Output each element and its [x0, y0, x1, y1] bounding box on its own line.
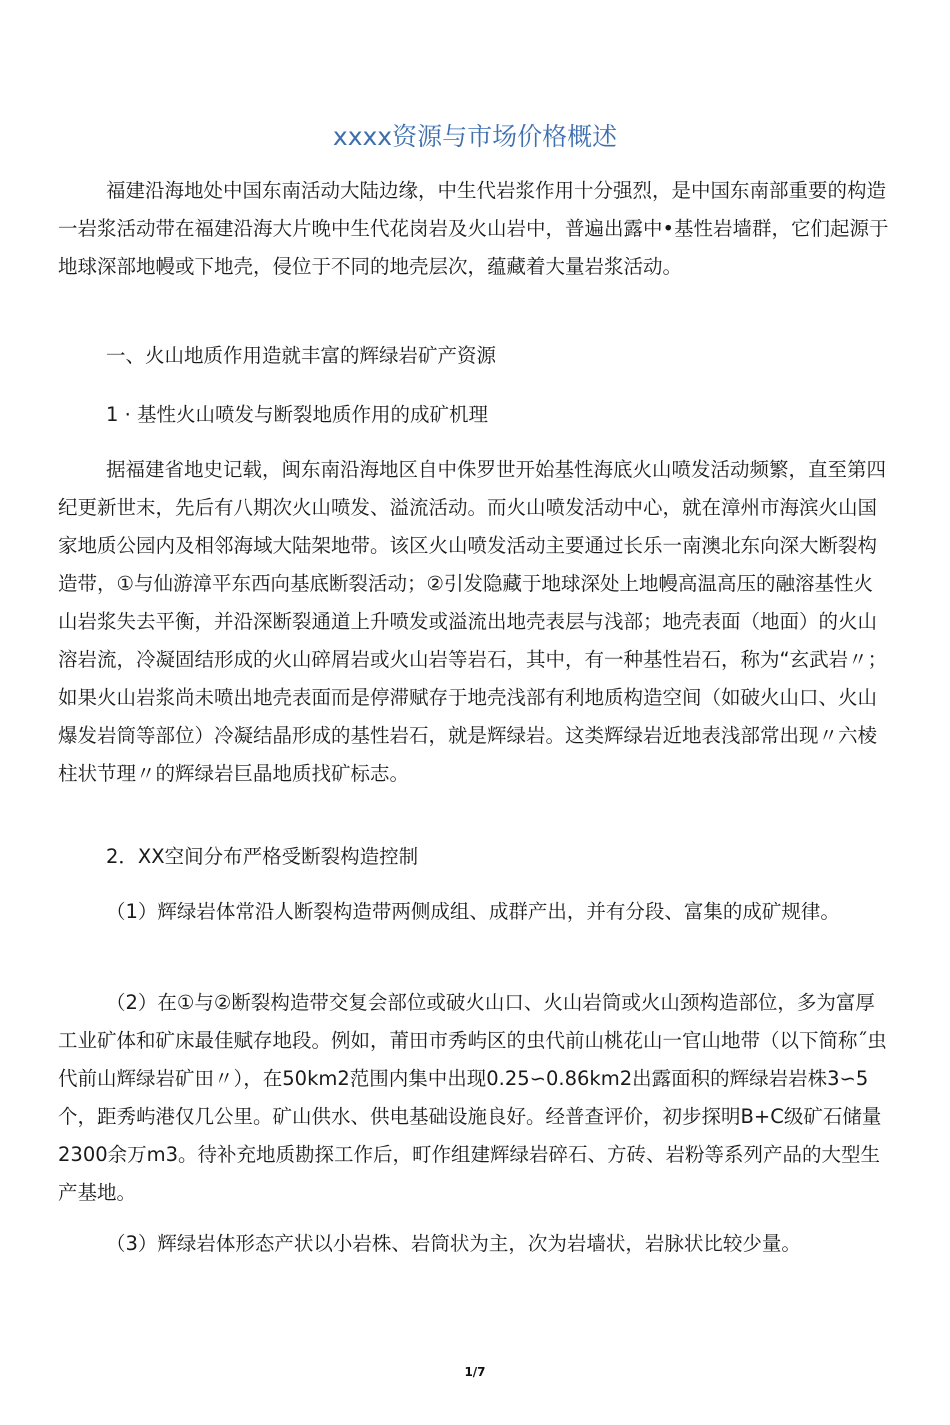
document-title: xxxx资源与市场价格概述 — [332, 122, 618, 151]
section-heading: 一、火山地质作用造就丰富的辉绿岩矿产资源 — [106, 344, 497, 367]
subsection-heading: 1 · 基性火山喷发与断裂地质作用的成矿机理 — [106, 403, 489, 426]
subsection-heading: 2．XX空间分布严格受断裂构造控制 — [106, 845, 419, 868]
subsection-body: 据福建省地史记载，闽东南沿海地区自中侏罗世开始基性海底火山喷发活动频繁，直至第四纪更新世末，先后有八期次火山喷发、溢流活动。而火山喷发活动中心，就在漳州市海滨火山国家地质公园内及相邻海域大陆架地带。该区火山喷发活动主要通过长乐一南澳北东向深大断裂构造带，①与仙游漳平东西向基底断裂活动；②引发隐藏于地球深处上地幔高温高压的融溶基性火山岩浆失去平衡，并沿深断裂通道上升喷发或溢流出地壳表层与浅部；地壳表面（地面）的火山溶岩流，冷凝固结形成的火山碎屑岩或火山岩等岩石，其中，有一种基性岩石，称为“玄武岩〃；如果火山岩浆尚未喷出地壳表面而是停滞赋存于地壳浅部有利地质构造空间（如破火山口、火山爆发岩筒等部位）冷凝结晶形成的基性岩石，就是辉绿岩。这类辉绿岩近地表浅部常出现〃六棱柱状节理〃的辉绿岩巨晶地质找矿标志。 — [58, 458, 888, 785]
list-item: （3）辉绿岩体形态产状以小岩株、岩筒状为主，次为岩墙状，岩脉状比较少量。 — [106, 1232, 801, 1255]
list-item: （2）在①与②断裂构造带交复会部位或破火山口、火山岩筒或火山颈构造部位，多为富厚工业矿体和矿床最佳赋存地段。例如，莆田市秀屿区的虫代前山桃花山一官山地带（以下简称˝虫代前山辉绿岩矿田〃），在50km2范围内集中出现0.25∽0.86km2出露面积的辉绿岩岩株3∽5个，距秀屿港仅几公里。矿山供水、供电基础设施良好。经普查评价，初步探明B+C级矿石储量2300余万m3。待补充地质勘探工作后，町作组建辉绿岩碎石、方砖、岩粉等系列产品的大型生产基地。 — [58, 991, 887, 1204]
list-item: （1）辉绿岩体常沿人断裂构造带两侧成组、成群产出，并有分段、富集的成矿规律。 — [106, 900, 840, 923]
page-number: 1/7 — [464, 1365, 486, 1379]
intro-paragraph: 福建沿海地处中国东南活动大陆边缘，中生代岩浆作用十分强烈，是中国东南部重要的构造一岩浆活动带在福建沿海大片晚中生代花岗岩及火山岩中，普遍出露中•基性岩墙群，它们起源于地球深部地幔或下地壳，侵位于不同的地壳层次，蕴藏着大量岩浆活动。 — [58, 179, 889, 278]
